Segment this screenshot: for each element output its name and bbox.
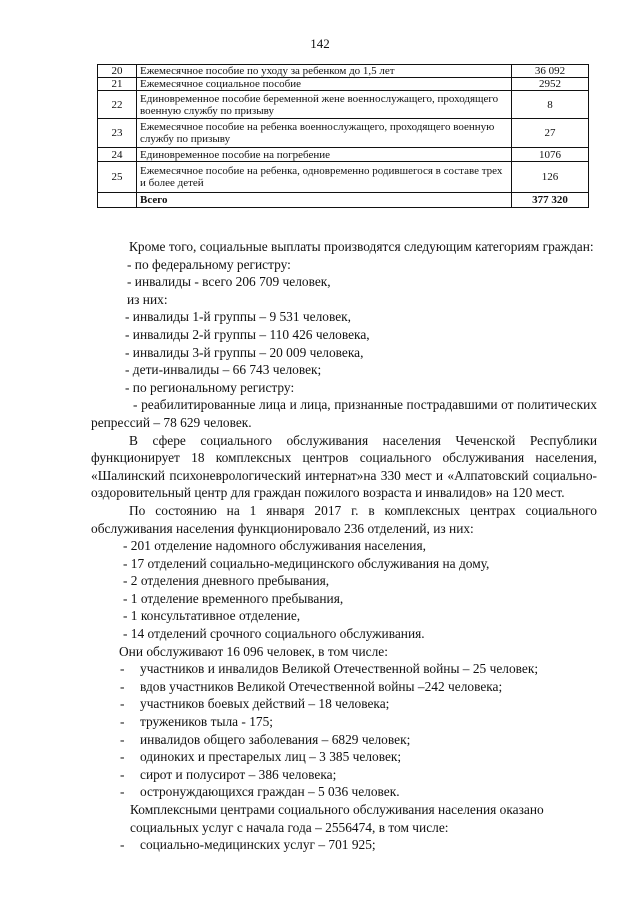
list-item: - участников боевых действий – 18 человека; <box>120 696 390 712</box>
table-row <box>98 65 589 78</box>
total-value: 377 320 <box>512 193 589 208</box>
benefits-table <box>97 64 589 208</box>
benefit-name: Ежемесячное пособие по уходу за ребенком до 1,5 лет <box>137 65 512 78</box>
services-line: социальных услуг с начала года – 2556474, в том числе: <box>130 819 449 835</box>
list-item-text: тружеников тыла - 175; <box>140 714 274 730</box>
sphere-paragraph: В сфере социального обслуживания населения Чеченской Республики функционирует 18 комплексных центров социального обслуживания населения, «Шалинский психоневрологический интернат»на 330 мест и «Алпатовский социально-оздоровительный центр для граждан пожилого возраста и инвалидов» на 120 мест. <box>91 432 597 501</box>
table-row <box>98 162 589 193</box>
list-item: - одиноких и престарелых лиц – 3 385 человек; <box>120 749 402 765</box>
list-item: - 14 отделений срочного социального обслуживания. <box>123 626 425 642</box>
list-item: - инвалидов общего заболевания – 6829 человек; <box>120 731 411 747</box>
list-item-text: остронуждающихся граждан – 5 036 человек. <box>140 784 400 800</box>
list-item: - 17 отделений социально-медицинского обслуживания на дому, <box>123 555 490 571</box>
table-row <box>98 119 589 148</box>
served-paragraph: Они обслуживают 16 096 человек, в том числе: <box>119 643 388 659</box>
list-item: - инвалиды 3-й группы – 20 009 человека, <box>125 344 364 360</box>
list-item: - социально-медицинских услуг – 701 925; <box>120 837 376 853</box>
benefit-count: 2952 <box>512 78 589 91</box>
services-line: Комплексными центрами социального обслуживания населения оказано <box>130 802 544 817</box>
document-body <box>91 238 597 854</box>
row-number-empty <box>98 193 137 208</box>
list-item: - тружеников тыла - 175; <box>120 714 274 730</box>
list-item-text: участников боевых действий – 18 человека; <box>140 696 390 712</box>
list-item: - остронуждающихся граждан – 5 036 человек. <box>120 784 400 800</box>
list-item: - участников и инвалидов Великой Отечественной войны – 25 человек; <box>120 661 539 677</box>
row-number: 21 <box>98 78 137 91</box>
list-item: - 1 отделение временного пребывания, <box>123 590 344 606</box>
intro-paragraph: Кроме того, социальные выплаты производятся следующим категориям граждан: <box>129 239 594 254</box>
as-of-paragraph: По состоянию на 1 января 2017 г. в комплексных центрах социального обслуживания населения функционировало 236 отделений, из них: <box>91 502 597 536</box>
benefit-name: Единовременное пособие на погребение <box>137 148 512 162</box>
rehabilitated-paragraph: - реабилитированные лица и лица, признанные пострадавшими от политических репрессий – 78 629 человек. <box>91 397 597 430</box>
list-item-text: вдов участников Великой Отечественной войны –242 человека; <box>140 678 503 694</box>
list-item: - по федеральному регистру: <box>127 256 291 272</box>
list-item-text: социально-медицинских услуг – 701 925; <box>140 837 376 853</box>
benefit-count: 36 092 <box>512 65 589 78</box>
list-item-text: участников и инвалидов Великой Отечественной войны – 25 человек; <box>140 661 539 677</box>
table-row <box>98 91 589 119</box>
list-item-text: инвалидов общего заболевания – 6829 человек; <box>140 731 411 747</box>
list-item: - вдов участников Великой Отечественной войны –242 человека; <box>120 678 503 694</box>
benefit-count: 1076 <box>512 148 589 162</box>
benefit-name: Ежемесячное пособие на ребенка военнослужащего, проходящего военную службу по призыву <box>137 119 512 148</box>
benefit-name: Ежемесячное пособие на ребенка, одновременно родившегося в составе трех и более детей <box>137 162 512 193</box>
list-item: - 201 отделение надомного обслуживания населения, <box>123 538 426 554</box>
benefit-count: 27 <box>512 119 589 148</box>
row-number: 24 <box>98 148 137 162</box>
row-number: 22 <box>98 91 137 119</box>
row-number: 20 <box>98 65 137 78</box>
list-item: - инвалиды 1-й группы – 9 531 человек, <box>125 309 352 325</box>
page-number: 142 <box>310 36 330 51</box>
table-total-row <box>98 193 589 208</box>
benefit-count: 8 <box>512 91 589 119</box>
row-number: 23 <box>98 119 137 148</box>
list-item: - сирот и полусирот – 386 человека; <box>120 766 337 782</box>
list-item: - инвалиды - всего 206 709 человек, <box>127 274 331 290</box>
list-item-text: сирот и полусирот – 386 человека; <box>140 766 337 782</box>
list-item: - 2 отделения дневного пребывания, <box>123 573 330 589</box>
list-item: - 1 консультативное отделение, <box>123 608 301 624</box>
benefit-count: 126 <box>512 162 589 193</box>
list-item: - по региональному регистру: <box>125 379 295 395</box>
benefit-name: Ежемесячное социальное пособие <box>137 78 512 91</box>
table-row <box>98 78 589 91</box>
list-item-text: одиноких и престарелых лиц – 3 385 человек; <box>140 749 402 765</box>
total-label: Всего <box>137 193 512 208</box>
list-item: из них: <box>127 291 168 307</box>
list-item: - дети-инвалиды – 66 743 человек; <box>125 362 322 378</box>
list-item: - инвалиды 2-й группы – 110 426 человека, <box>125 326 370 342</box>
table-row <box>98 148 589 162</box>
row-number: 25 <box>98 162 137 193</box>
benefit-name: Единовременное пособие беременной жене военнослужащего, проходящего военную службу по призыву <box>137 91 512 119</box>
